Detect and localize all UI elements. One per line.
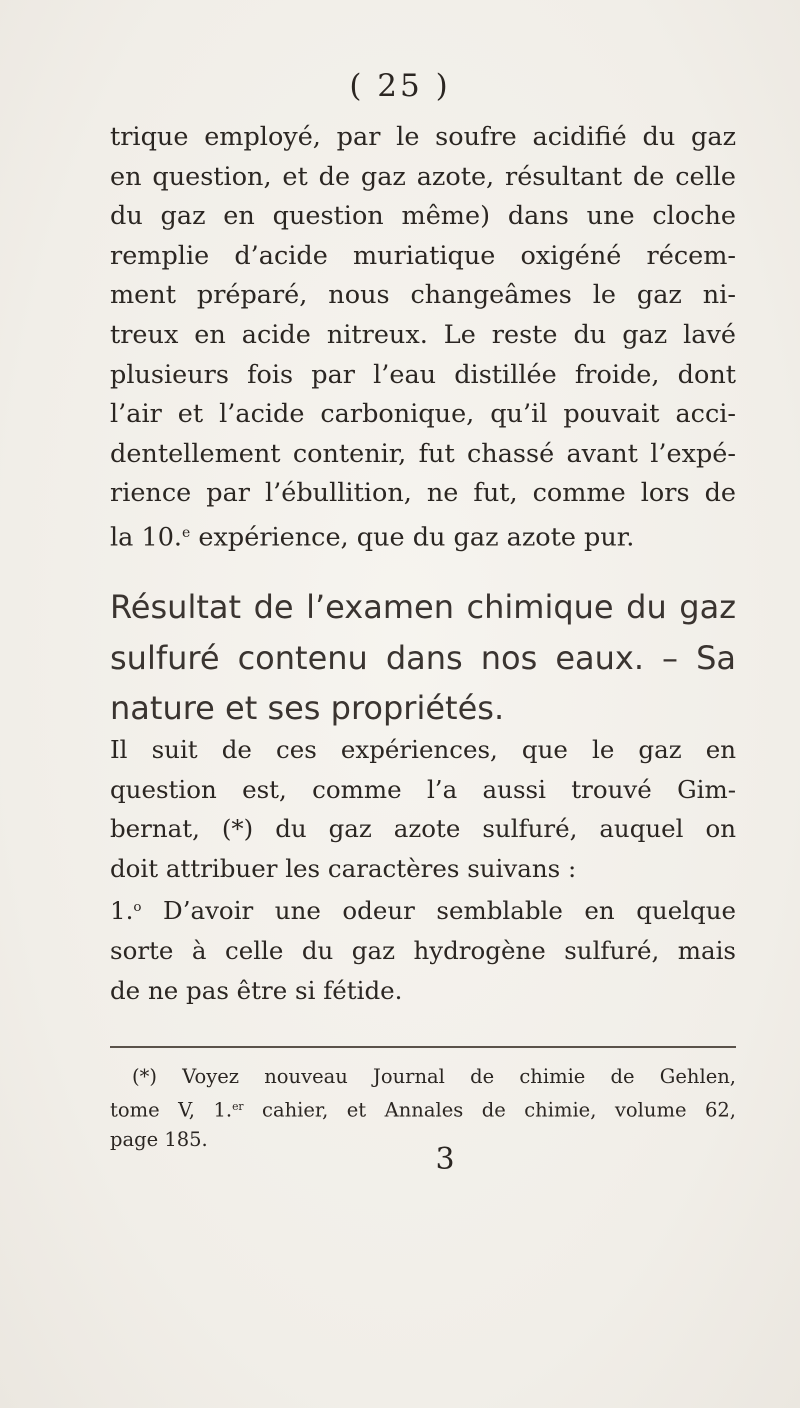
text-line: rience par l’ébullition, ne fut, comme lors de	[110, 478, 736, 509]
text-line: l’air et l’acide carbonique, qu’il pouvait acci-	[110, 399, 736, 430]
text-line: question est, comme l’a aussi trouvé Gim-	[110, 774, 736, 804]
text-line: plusieurs fois par l’eau distillée froide, dont	[110, 359, 736, 390]
footnote-line	[110, 1092, 736, 1125]
text-line: remplie d’acide muriatique oxigéné récem-	[110, 240, 736, 271]
footnote-line: page 185.	[110, 1128, 208, 1152]
text-fragment: D’avoir une odeur semblable en quelque	[141, 896, 736, 926]
heading-line: Résultat de l’examen chimique du gaz	[110, 588, 736, 626]
text-fragment: tome V, 1.	[110, 1098, 233, 1122]
superscript: e	[182, 524, 191, 541]
text-fragment: cahier, et Annales de chimie, volume 62,	[243, 1098, 736, 1122]
text-line: de ne pas être si fétide.	[110, 975, 403, 1005]
text-line: en question, et de gaz azote, résultant de celle	[110, 161, 736, 192]
text-line: bernat, (*) du gaz azote sulfuré, auquel on	[110, 814, 736, 844]
text-line-last	[110, 514, 736, 558]
text-line: ment préparé, nous changeâmes le gaz ni-	[110, 280, 736, 311]
superscript: o	[133, 899, 142, 916]
text-line: doit attribuer les caractères suivans :	[110, 853, 577, 883]
text-fragment: la 10.	[110, 522, 183, 553]
footnote-divider	[110, 1046, 736, 1048]
text-line: du gaz en question même) dans une cloche	[110, 201, 736, 232]
page-number: ( 25 )	[349, 68, 451, 104]
list-item-line	[110, 888, 736, 931]
text-fragment: expérience, que du gaz azote pur.	[190, 522, 635, 553]
signature-mark: 3	[435, 1142, 455, 1177]
section-heading	[110, 582, 736, 734]
heading-line: sulfuré contenu dans nos eaux. – Sa	[110, 638, 736, 677]
text-line: trique employé, par le soufre acidifié du gaz	[110, 122, 736, 152]
paragraph-continued	[110, 118, 736, 558]
heading-line: nature et ses propriétés.	[110, 689, 505, 727]
superscript: er	[232, 1100, 244, 1113]
text-line: Il suit de ces expériences, que le gaz en	[110, 735, 736, 764]
text-line: sorte à celle du gaz hydrogène sulfuré, mais	[110, 936, 736, 966]
footnote-line: (*) Voyez nouveau Journal de chimie de Gehlen,	[132, 1065, 736, 1088]
list-item-number: 1.	[110, 896, 134, 926]
paragraph-results	[110, 730, 736, 1010]
text-line: dentellement contenir, fut chassé avant l’expé-	[110, 438, 736, 469]
text-line: treux en acide nitreux. Le reste du gaz lavé	[110, 319, 736, 350]
